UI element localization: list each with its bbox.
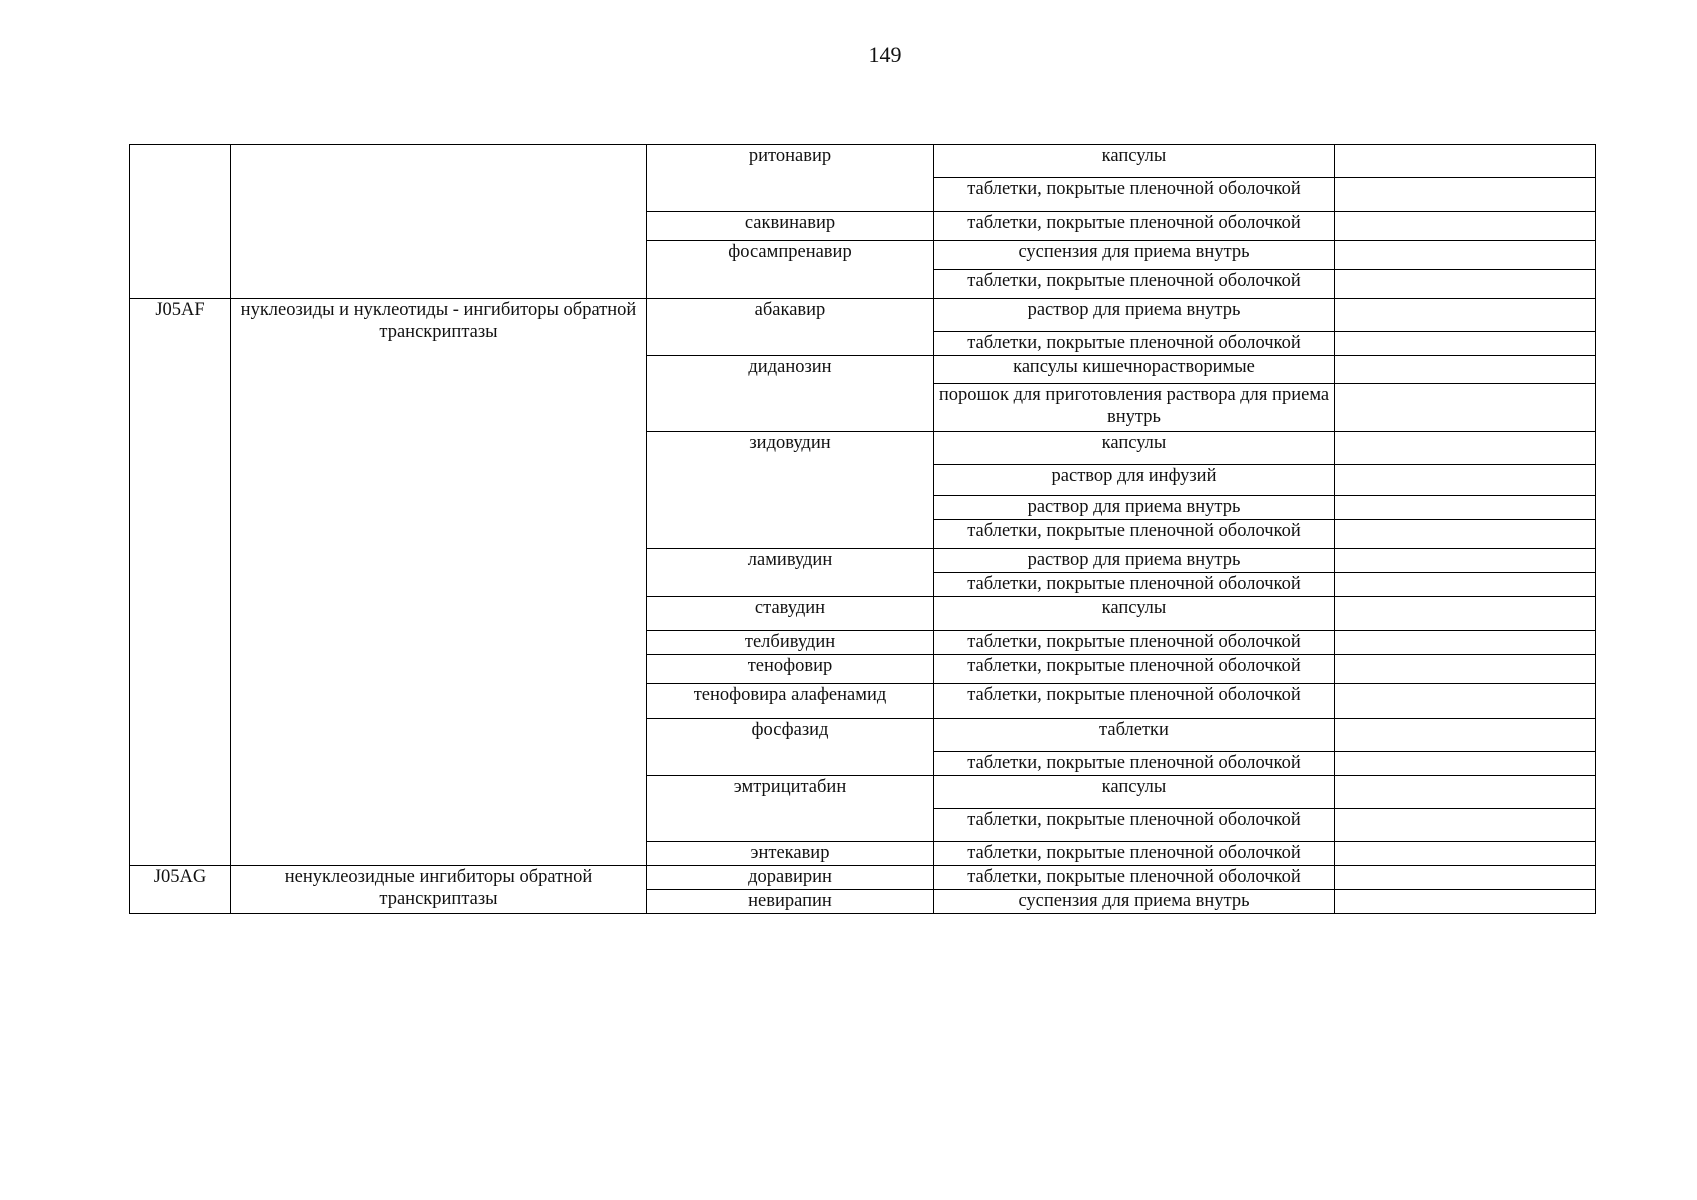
dosage-form-cell: таблетки, покрытые пленочной оболочкой: [934, 178, 1335, 212]
drug-name-cell: доравирин: [647, 866, 934, 890]
empty-cell: [1335, 270, 1596, 299]
empty-cell: [1335, 332, 1596, 356]
dosage-form-cell: таблетки: [934, 719, 1335, 752]
empty-cell: [1335, 573, 1596, 597]
atc-code-cell: J05AG: [130, 866, 231, 914]
empty-cell: [1335, 299, 1596, 332]
drug-name-cell: фосфазид: [647, 719, 934, 776]
dosage-form-cell: таблетки, покрытые пленочной оболочкой: [934, 573, 1335, 597]
empty-cell: [1335, 384, 1596, 432]
dosage-form-cell: таблетки, покрытые пленочной оболочкой: [934, 655, 1335, 684]
dosage-form-cell: таблетки, покрытые пленочной оболочкой: [934, 684, 1335, 719]
empty-cell: [1335, 465, 1596, 496]
dosage-form-cell: таблетки, покрытые пленочной оболочкой: [934, 842, 1335, 866]
dosage-form-cell: капсулы: [934, 432, 1335, 465]
drug-name-cell: абакавир: [647, 299, 934, 356]
empty-cell: [1335, 719, 1596, 752]
empty-cell: [1335, 776, 1596, 809]
empty-cell: [1335, 178, 1596, 212]
dosage-form-cell: суспензия для приема внутрь: [934, 241, 1335, 270]
drug-name-cell: фосампренавир: [647, 241, 934, 299]
atc-group-cell: [231, 145, 647, 299]
dosage-form-cell: таблетки, покрытые пленочной оболочкой: [934, 866, 1335, 890]
dosage-form-cell: таблетки, покрытые пленочной оболочкой: [934, 631, 1335, 655]
dosage-form-cell: раствор для приема внутрь: [934, 299, 1335, 332]
dosage-form-cell: суспензия для приема внутрь: [934, 890, 1335, 914]
atc-group-cell: ненуклеозидные ингибиторы обратной транскриптазы: [231, 866, 647, 914]
empty-cell: [1335, 212, 1596, 241]
empty-cell: [1335, 752, 1596, 776]
empty-cell: [1335, 520, 1596, 549]
table-row: [130, 145, 1596, 178]
empty-cell: [1335, 842, 1596, 866]
dosage-form-cell: таблетки, покрытые пленочной оболочкой: [934, 752, 1335, 776]
drug-name-cell: зидовудин: [647, 432, 934, 549]
drug-table-body: [130, 145, 1596, 914]
table-row: [130, 866, 1596, 890]
table-row: [130, 299, 1596, 332]
dosage-form-cell: капсулы: [934, 597, 1335, 631]
empty-cell: [1335, 356, 1596, 384]
drug-name-cell: тенофовира алафенамид: [647, 684, 934, 719]
empty-cell: [1335, 631, 1596, 655]
empty-cell: [1335, 866, 1596, 890]
dosage-form-cell: таблетки, покрытые пленочной оболочкой: [934, 270, 1335, 299]
dosage-form-cell: порошок для приготовления раствора для приема внутрь: [934, 384, 1335, 432]
drug-name-cell: энтекавир: [647, 842, 934, 866]
page-number: 149: [868, 42, 902, 67]
empty-cell: [1335, 496, 1596, 520]
drug-name-cell: ставудин: [647, 597, 934, 631]
empty-cell: [1335, 549, 1596, 573]
empty-cell: [1335, 655, 1596, 684]
drug-name-cell: ламивудин: [647, 549, 934, 597]
empty-cell: [1335, 809, 1596, 842]
empty-cell: [1335, 684, 1596, 719]
drug-name-cell: невирапин: [647, 890, 934, 914]
empty-cell: [1335, 145, 1596, 178]
dosage-form-cell: таблетки, покрытые пленочной оболочкой: [934, 809, 1335, 842]
dosage-form-cell: капсулы: [934, 145, 1335, 178]
drug-name-cell: телбивудин: [647, 631, 934, 655]
empty-cell: [1335, 890, 1596, 914]
drug-name-cell: диданозин: [647, 356, 934, 432]
drug-name-cell: саквинавир: [647, 212, 934, 241]
drug-name-cell: ритонавир: [647, 145, 934, 212]
dosage-form-cell: таблетки, покрытые пленочной оболочкой: [934, 332, 1335, 356]
dosage-form-cell: капсулы: [934, 776, 1335, 809]
dosage-form-cell: раствор для приема внутрь: [934, 496, 1335, 520]
dosage-form-cell: раствор для приема внутрь: [934, 549, 1335, 573]
dosage-form-cell: таблетки, покрытые пленочной оболочкой: [934, 520, 1335, 549]
drug-name-cell: тенофовир: [647, 655, 934, 684]
atc-code-cell: J05AF: [130, 299, 231, 866]
empty-cell: [1335, 241, 1596, 270]
dosage-form-cell: таблетки, покрытые пленочной оболочкой: [934, 212, 1335, 241]
atc-group-cell: нуклеозиды и нуклеотиды - ингибиторы обратной транскриптазы: [231, 299, 647, 866]
drug-table: [129, 144, 1596, 914]
atc-code-cell: [130, 145, 231, 299]
dosage-form-cell: капсулы кишечнорастворимые: [934, 356, 1335, 384]
empty-cell: [1335, 597, 1596, 631]
dosage-form-cell: раствор для инфузий: [934, 465, 1335, 496]
empty-cell: [1335, 432, 1596, 465]
drug-name-cell: эмтрицитабин: [647, 776, 934, 842]
